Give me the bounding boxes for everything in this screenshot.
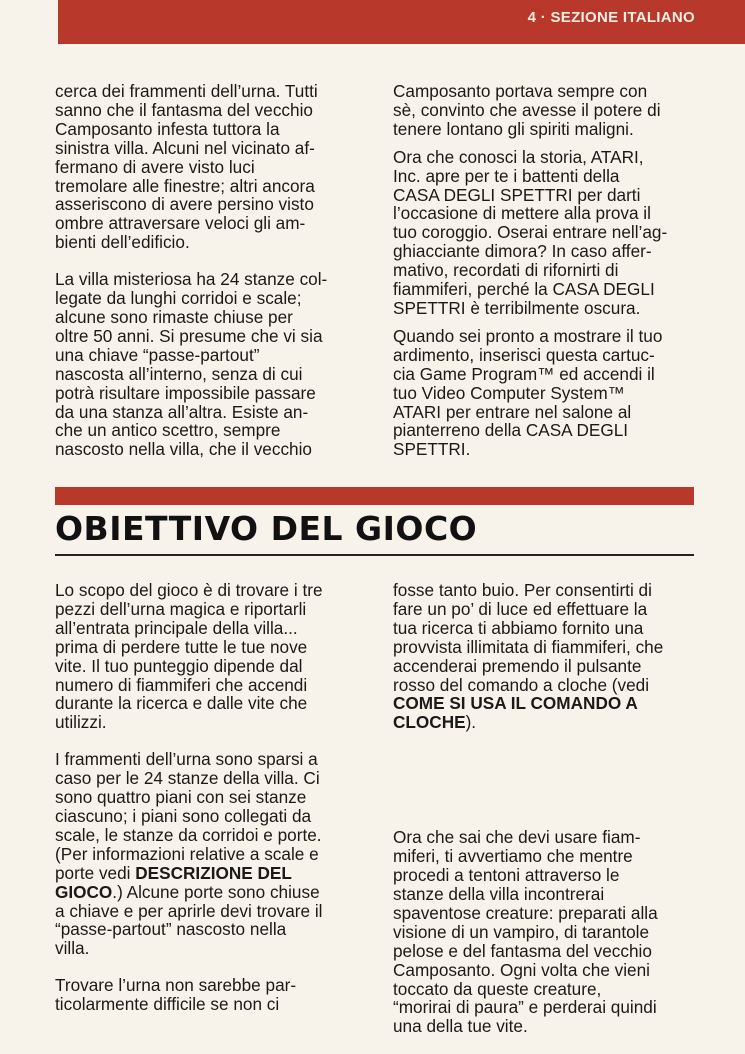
section-band: [55, 487, 694, 505]
bottom-left-paragraph-3: Trovare l’urna non sarebbe par- ticolarmente difficile se non ci: [55, 975, 297, 1015]
section-title: OBIETTIVO DEL GIOCO: [55, 509, 478, 548]
top-right-paragraph-3: Quando sei pronto a mostrare il tuo ardimento, inserisci questa cartuc- cia Game Program™ ed accendi il tuo Video Computer System™ ATARI per entrare nel salone al pianterreno della CASA DEGLI SPETTRI.: [393, 325, 663, 460]
top-left-paragraph-1: cerca dei frammenti dell’urna. Tutti sanno che il fantasma del vecchio Camposanto infesta tuttora la sinistra villa. Alcuni nel vicinato af- fermano di avere visto luci tremolare alle finestre; altri ancora asseriscono di avere persino visto ombre attraversare veloci gli am- bienti dell’edificio.: [55, 81, 318, 253]
top-left-paragraph-2: La villa misteriosa ha 24 stanze col- legate da lunghi corridoi e scale; alcune sono rimaste chiuse per oltre 50 anni. Si presume che vi sia una chiave “passe-partout” nascosta all’interno, senza di cui potrà risultare impossibile passare da una stanza all’altra. Esiste an- che un antico scettro, sempre nascosto nella villa, che il vecchio: [55, 269, 328, 460]
top-right-paragraph-2: Ora che conosci la storia, ATARI, Inc. apre per te i battenti della CASA DEGLI SPETTRI per darti l’occasione di mettere alla prova il tuo coroggio. Oserai entrare nell’ag- ghiacciante dimora? In caso affer- mativo, recordati di rifornirti di fiammiferi, perché la CASA DEGLI SPETTRI è terribilmente oscura.: [393, 146, 668, 318]
bottom-left-paragraph-1: Lo scopo del gioco è di trovare i tre pezzi dell’urna magica e riportarli all’entrata principale della villa... prima di perdere tutte le tue nove vite. Il tuo punteggio dipende dal numero di fiammiferi che accendi durante la ricerca e dalle vite che utilizzi.: [55, 580, 323, 733]
top-right-column: [393, 82, 667, 477]
bottom-left-paragraph-2: I frammenti dell’urna sono sparsi a caso per le 24 stanze della villa. Ci sono quattro piani con sei stanze ciascuno; i piani sono collegati da scale, le stanze da corridoi e porte. (Per informazioni relative a scale e porte vedi DESCRIZIONE DEL GIOCO.) Alcune porte sono chiuse a chiave e per aprirle devi trovare il “passe-partout” nascosto nella villa.: [55, 749, 323, 959]
top-left-column: [55, 82, 327, 477]
bottom-right-paragraph-2: Ora che sai che devi usare fiam- miferi, ti avvertiamo che mentre procedi a tentoni attraverso le stanze della villa incontrerai spaventose creature: preparati alla visione di un vampiro, di tarantole pelose e del fantasma del vecchio Camposanto. Ogni volta che vieni toccato da queste creature, “morirai di paura” e perderai quindi una della tue vite.: [393, 827, 658, 1037]
cross-reference-description: DESCRIZIONE DEL: [135, 862, 292, 883]
cross-reference-controller: COME SI USA IL COMANDO A: [393, 693, 638, 714]
section-rule: [55, 554, 694, 556]
bottom-left-column: [55, 581, 323, 1032]
header-band: [58, 0, 745, 44]
bottom-right-paragraph-1: fosse tanto buio. Per consentirti di fare un po’ di luce ed effettuare la tua ricerca ti abbiamo fornito una provvista illimitata di fiammiferi, che accenderai premendo il pulsante rosso del comando a cloche (vedi COME SI USA IL COMANDO A CLOCHE).: [393, 580, 664, 733]
section-label: 4 · SEZIONE ITALIANO: [527, 9, 695, 26]
top-right-paragraph-1: Camposanto portava sempre con sè, convinto che avesse il potere di tenere lontano gli spiriti maligni.: [393, 81, 661, 139]
bottom-right-column: [393, 581, 663, 1054]
